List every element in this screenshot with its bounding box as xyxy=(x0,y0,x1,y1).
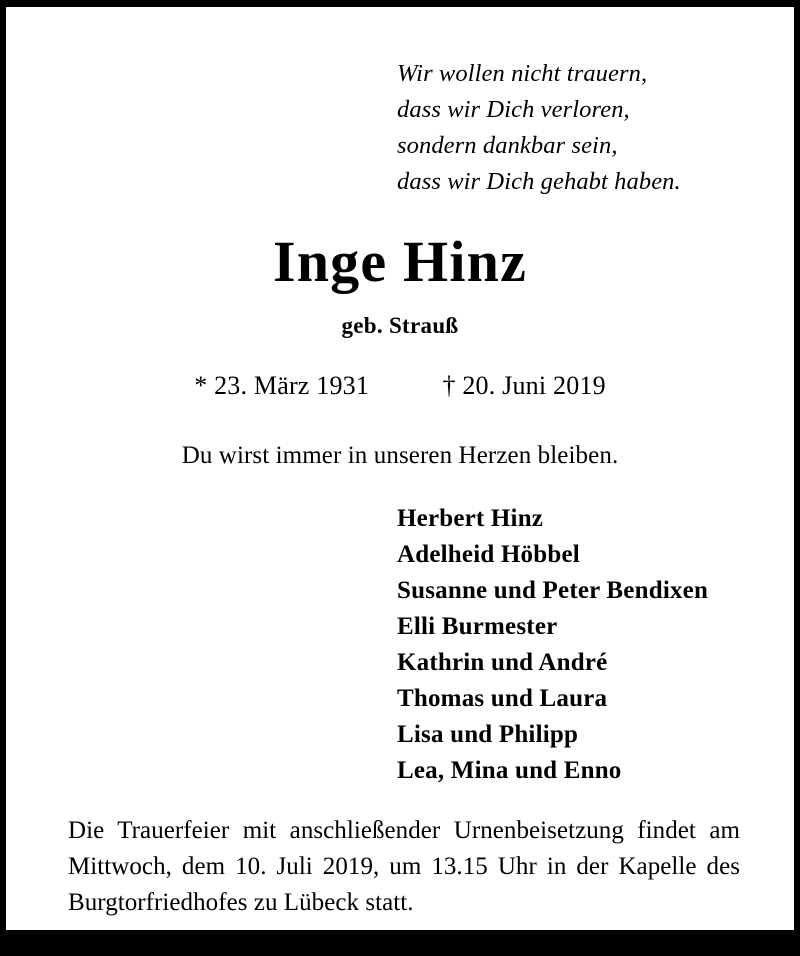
birth-date: * 23. März 1931 xyxy=(194,371,370,400)
service-information: Die Trauerfeier mit anschließender Urnenbeisetzung findet am Mittwoch, dem 10. Juli 2019, um 13.15 Uhr in der Kapelle des Burgtorfriedhofes zu Lübeck statt. xyxy=(68,817,740,916)
mourner-item: Herbert Hinz xyxy=(397,505,544,532)
epitaph-line-4: dass wir Dich gehabt haben. xyxy=(397,168,681,195)
deceased-name: Inge Hinz xyxy=(272,229,528,294)
notice-content-area xyxy=(6,7,794,930)
mourner-item: Thomas und Laura xyxy=(397,685,608,712)
epitaph-line-3: sondern dankbar sein, xyxy=(397,132,618,159)
mourner-item: Lisa und Philipp xyxy=(397,721,579,748)
mourners-list xyxy=(397,501,708,789)
mourner-item: Elli Burmester xyxy=(397,613,558,640)
mourner-item: Adelheid Höbbel xyxy=(397,541,580,568)
epitaph-line-2: dass wir Dich verloren, xyxy=(397,96,630,123)
mourner-item: Lea, Mina und Enno xyxy=(397,757,622,784)
epitaph-verse xyxy=(397,56,681,200)
death-date: † 20. Juni 2019 xyxy=(442,371,606,400)
epitaph-line-1: Wir wollen nicht trauern, xyxy=(397,60,648,87)
memorial-line: Du wirst immer in unseren Herzen bleiben. xyxy=(181,442,619,469)
mourner-item: Kathrin und André xyxy=(397,649,608,676)
maiden-name: geb. Strauß xyxy=(341,313,459,338)
life-dates xyxy=(6,369,794,403)
mourner-item: Susanne und Peter Bendixen xyxy=(397,577,709,604)
